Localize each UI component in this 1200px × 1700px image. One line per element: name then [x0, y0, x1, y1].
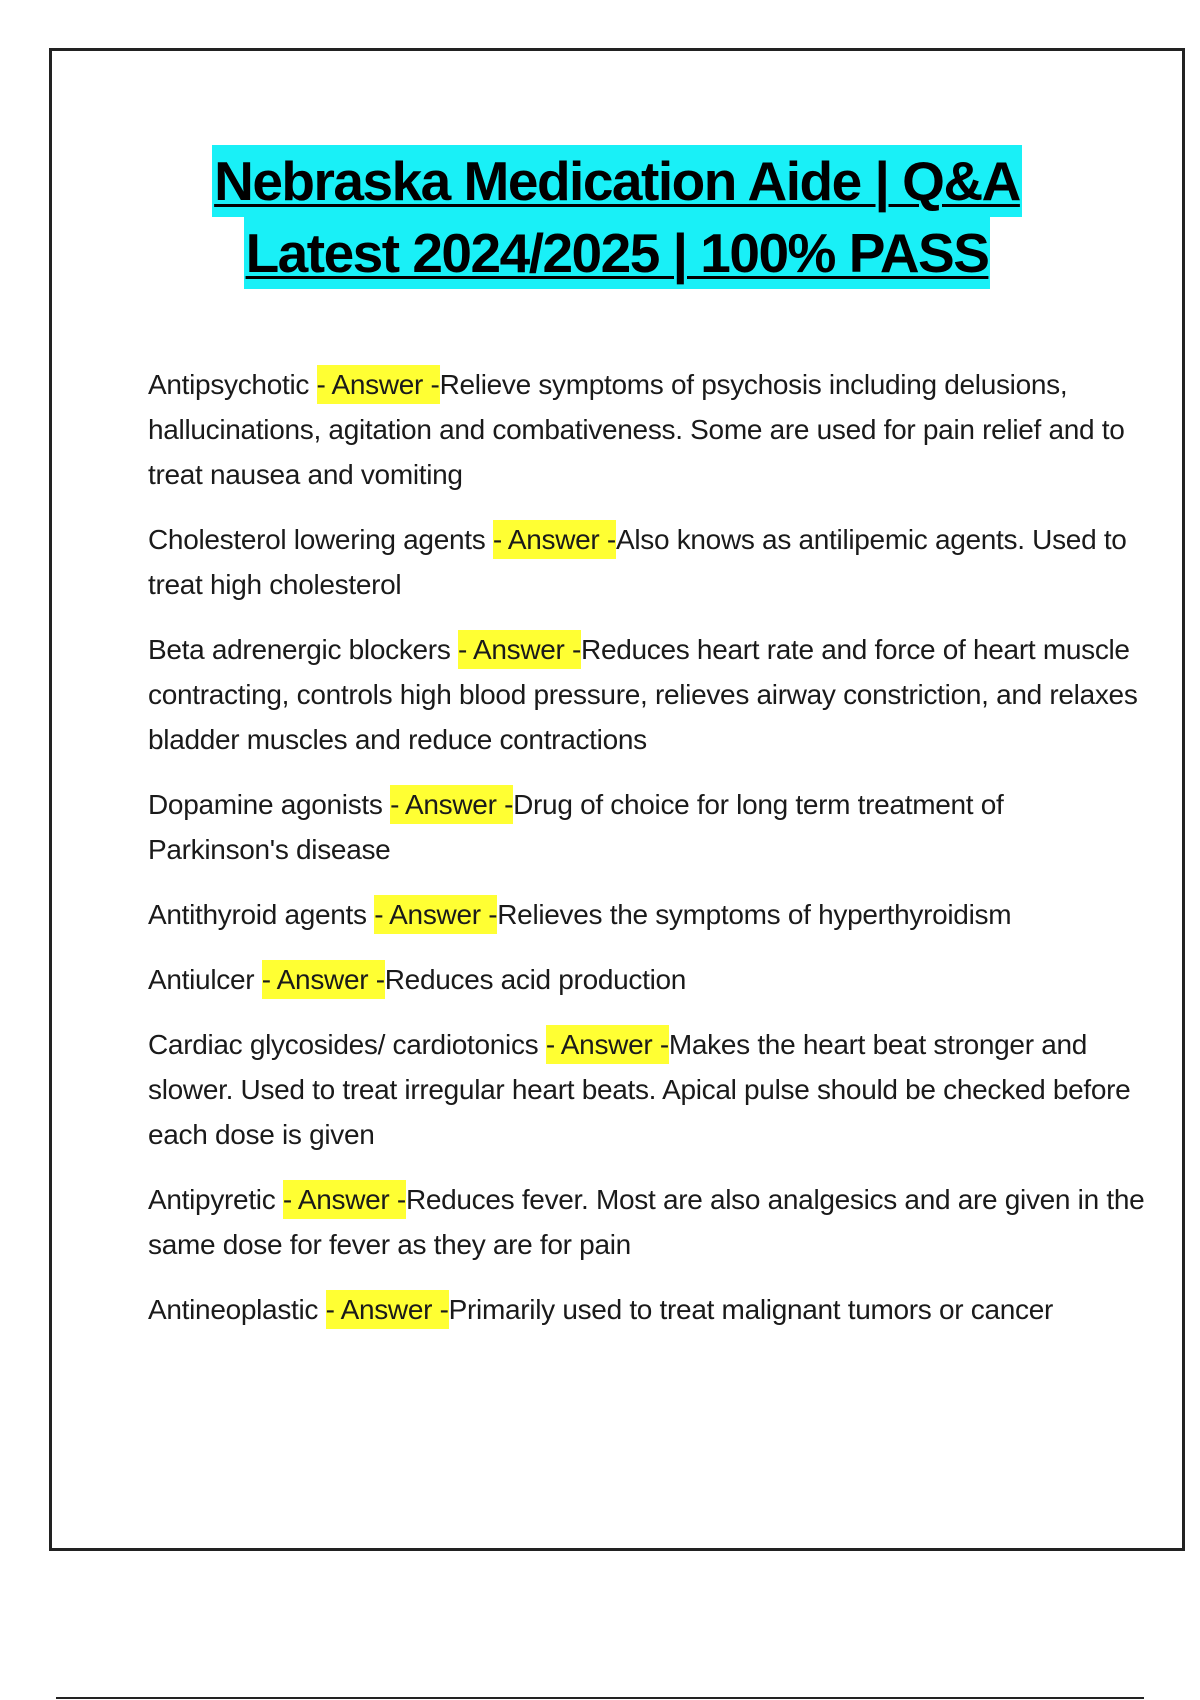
- qa-definition: Reduces acid production: [384, 964, 687, 995]
- qa-term: Beta adrenergic blockers: [148, 634, 459, 665]
- qa-definition: Relieve symptoms of psychosis including delusions, hallucinations, agitation and combativeness. Some are used for pain relief and to treat nausea and vomiting: [148, 369, 1125, 490]
- qa-list: [148, 362, 1148, 1352]
- qa-item: [148, 1022, 1148, 1157]
- qa-definition: Relieves the symptoms of hyperthyroidism: [497, 899, 1012, 930]
- answer-label: - Answer -: [458, 630, 581, 669]
- document-title: [52, 145, 1182, 289]
- qa-item: [148, 517, 1148, 607]
- qa-definition: Reduces fever. Most are also analgesics and are given in the same dose for fever as they are for pain: [148, 1184, 1145, 1260]
- qa-definition: Makes the heart beat stronger and slower. Used to treat irregular heart beats. Apical pulse should be checked before each dose is given: [148, 1029, 1131, 1150]
- page-divider: [56, 1697, 1144, 1699]
- qa-item: [148, 362, 1148, 497]
- qa-term: Antineoplastic: [148, 1294, 326, 1325]
- qa-item: [148, 1177, 1148, 1267]
- qa-definition: Primarily used to treat malignant tumors or cancer: [448, 1294, 1054, 1325]
- answer-label: - Answer -: [493, 520, 616, 559]
- qa-term: Dopamine agonists: [148, 789, 391, 820]
- qa-definition: Drug of choice for long term treatment of Parkinson's disease: [148, 789, 1004, 865]
- qa-term: Cholesterol lowering agents: [148, 524, 493, 555]
- answer-label: - Answer -: [262, 960, 385, 999]
- qa-definition: Also knows as antilipemic agents. Used to treat high cholesterol: [148, 524, 1127, 600]
- qa-item: [148, 782, 1148, 872]
- title-line-1: Nebraska Medication Aide | Q&A: [212, 145, 1022, 217]
- answer-label: - Answer -: [546, 1025, 669, 1064]
- answer-label: - Answer -: [374, 895, 497, 934]
- qa-item: [148, 892, 1148, 937]
- answer-label: - Answer -: [390, 785, 513, 824]
- answer-label: - Answer -: [326, 1290, 449, 1329]
- qa-definition: Reduces heart rate and force of heart muscle contracting, controls high blood pressure, relieves airway constriction, and relaxes bladder muscles and reduce contractions: [148, 634, 1138, 755]
- answer-label: - Answer -: [283, 1180, 406, 1219]
- qa-term: Antipyretic: [148, 1184, 283, 1215]
- qa-term: Antithyroid agents: [148, 899, 375, 930]
- qa-term: Cardiac glycosides/ cardiotonics: [148, 1029, 546, 1060]
- qa-item: [148, 1287, 1148, 1332]
- document-page: [49, 48, 1185, 1551]
- answer-label: - Answer -: [317, 365, 440, 404]
- qa-term: Antipsychotic: [148, 369, 317, 400]
- qa-item: [148, 957, 1148, 1002]
- qa-item: [148, 627, 1148, 762]
- qa-term: Antiulcer: [148, 964, 262, 995]
- title-line-2: Latest 2024/2025 | 100% PASS: [244, 217, 991, 289]
